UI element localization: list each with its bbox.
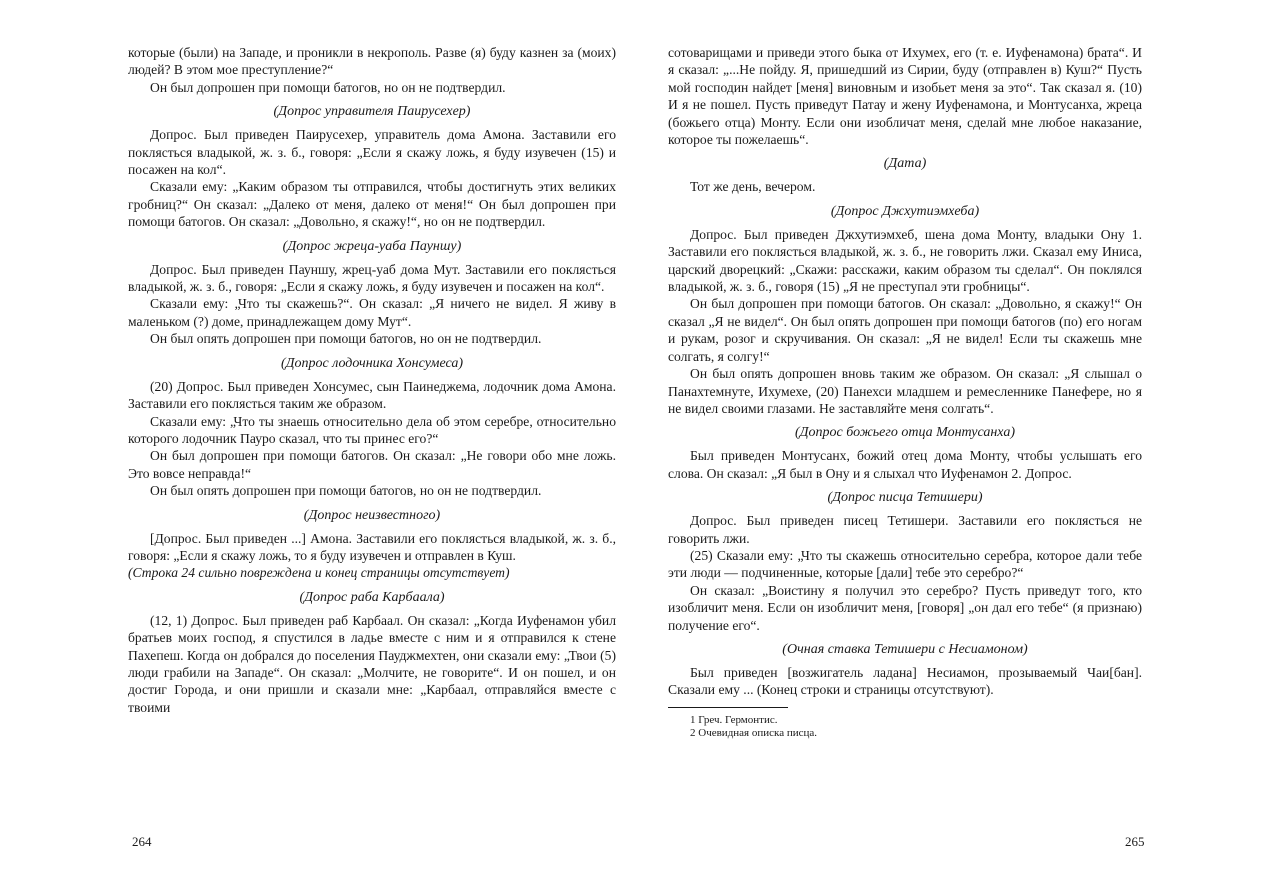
footnote-rule [668,707,788,708]
paragraph: Он был допрошен при помощи батогов. Он сказал: „Не говори обо мне ложь. Это вовсе неправда!“ [128,448,616,481]
paragraph: Допрос. Был приведен Паирусехер, управитель дома Амона. Заставили его поклясться владыкой, ж. з. б., говоря: „Если я скажу ложь, я буду изувечен (15) и посажен на кол“. [128,127,616,178]
left-page [128,44,616,716]
paragraph: Был приведен [возжигатель ладана] Несиамон, прозываемый Чаи[бан]. Сказали ему ... (Конец строки и страницы отсутствуют). [668,664,1142,698]
right-page [668,44,1142,741]
left-page-number: 264 [132,834,152,849]
paragraph: Сказали ему: „Каким образом ты отправился, чтобы достигнуть этих великих гробниц?“ Он сказал: „Далеко от меня, далеко от меня!“ Он был допрошен при помощи батогов. Он сказал: „Довольно, я скажу!“, но он не подтвердил. [128,179,616,230]
paragraph: Он был допрошен при помощи батогов, но он не подтвердил. [150,79,506,95]
paragraph: сотоварищами и приведи этого быка от Ихумех, его (т. е. Иуфенамона) брата“. И я сказал: „...Не пойду. Я, пришедший из Сирии, буду (отправлен в) Куш?“ Пусть мой господин найдет [меня] виновным и изобьет меня за это“. Так сказал я. (10) И я не пошел. Пусть приведут Патау и жену Иуфенамона, и Монтусанха, жреца (божьего отца) Монту. Если они изобличат меня, сделай мне любое наказание, которое ты пожелаешь“. [668,45,1142,148]
section-heading: (Допрос лодочника Хонсумеса) [280,355,464,371]
paragraph: Тот же день, вечером. [690,179,816,195]
paragraph: Был приведен Монтусанх, божий отец дома Монту, чтобы услышать его слова. Он сказал: „Я был в Ону и я слыхал что Иуфенамон 2. Допрос. [668,448,1142,481]
paragraph: Допрос. Был приведен писец Тетишери. Заставили его поклясться не говорить лжи. [668,513,1142,546]
paragraph: Допрос. Был приведен Джхутиэмхеб, шена дома Монту, владыки Ону 1. Заставили его поклясться владыкой, ж. з. б., не говорить лжи. Сказал ему Иниса, царский дворецкий: „Скажи: расскажи, каким образом ты сделал“. Он поклялся владыкой, ж. з. б., говоря (15) „Я не преступал эти гробницы“. [668,226,1142,295]
section-heading: (Допрос управителя Паирусехер) [273,104,471,120]
section-heading: (Допрос раба Карбаала) [299,589,445,605]
footnote: 1 Греч. Гермонтис. [690,713,778,726]
editorial-note: (Строка 24 сильно повреждена и конец страницы отсутствует) [128,565,510,581]
section-heading: (Допрос жреца-уаба Пауншу) [282,238,462,254]
paragraph: Он был опять допрошен при помощи батогов, но он не подтвердил. [150,483,542,499]
paragraph: (20) Допрос. Был приведен Хонсумес, сын Паинеджема, лодочник дома Амона. Заставили его поклясться таким же образом. [128,378,616,412]
paragraph: Он сказал: „Воистину я получил это серебро? Пусть приведут того, кто изобличит меня. Если он изобличит меня, [говоря] „он дал его тебе“ (я признаю) получение его“. [668,582,1142,633]
paragraph: (25) Сказали ему: „Что ты скажешь относительно серебра, которое дали тебе эти люди — подчиненные, которые [дали] тебе это серебро?“ [668,547,1142,581]
section-heading: (Допрос божьего отца Монтусанха) [794,425,1015,441]
footnote: 2 Очевидная описка писца. [690,727,818,740]
section-heading: (Допрос писца Тетишери) [827,490,983,506]
paragraph: Допрос. Был приведен Пауншу, жрец-уаб дома Мут. Заставили его поклясться владыкой, ж. з. б., говоря: „Если я скажу ложь, я буду изувечен и посажен на кол“. [128,261,616,295]
section-heading: (Допрос неизвестного) [303,507,441,523]
paragraph: которые (были) на Западе, и проникли в некрополь. Разве (я) буду казнен за (моих) людей? В этом мое преступление?“ [128,45,616,78]
paragraph: Он был опять допрошен вновь таким же образом. Он сказал: „Я слышал о Панахтемнуте, Ихумехе, (20) Панехси младшем и ремесленнике Панефере, но я не видел своими глазами. Не заставляйте меня солгать“. [668,366,1142,416]
section-heading: (Дата) [883,156,927,172]
section-heading: (Очная ставка Тетишери с Несиамоном) [782,641,1028,657]
paragraph: Он был допрошен при помощи батогов. Он сказал: „Довольно, я скажу!“ Он сказал „Я не видел“. Он был опять допрошен при помощи батогов (по) его ногам и рукам, розог и скручивания. Он сказал: „Я не видел! Если ты скажешь мне солгать, я солгу!“ [668,296,1142,364]
paragraph: Сказали ему: „Что ты знаешь относительно дела об этом серебре, относительно которого лодочник Пауро сказал, что ты принес его?“ [128,413,616,446]
right-page-number: 265 [1125,834,1145,849]
paragraph: (12, 1) Допрос. Был приведен раб Карбаал. Он сказал: „Когда Иуфенамон убил братьев моих господ, я спустился в ладье вместе с ним и я отправился к стене Пахепеш. Когда он добрался до поселения Пауджмехтен, они сказали ему: „Твои (5) люди грабили на Западе“. Он сказал: „Молчите, не говорите“. И он пошел, и он достиг Города, и они пришли и сказали мне: „Карбаал, отправляйся вместе с твоими [128,612,616,715]
paragraph: [Допрос. Был приведен ...] Амона. Заставили его поклясться владыкой, ж. з. б., говоря: „Если я скажу ложь, то я буду изувечен и отправлен в Куш. [128,530,616,563]
section-heading: (Допрос Джхутиэмхеба) [830,203,980,219]
paragraph: Сказали ему: „Что ты скажешь?“. Он сказал: „Я ничего не видел. Я живу в маленьком (?) доме, принадлежащем дому Мут“. [128,296,616,329]
paragraph: Он был опять допрошен при помощи батогов, но он не подтвердил. [150,331,542,347]
